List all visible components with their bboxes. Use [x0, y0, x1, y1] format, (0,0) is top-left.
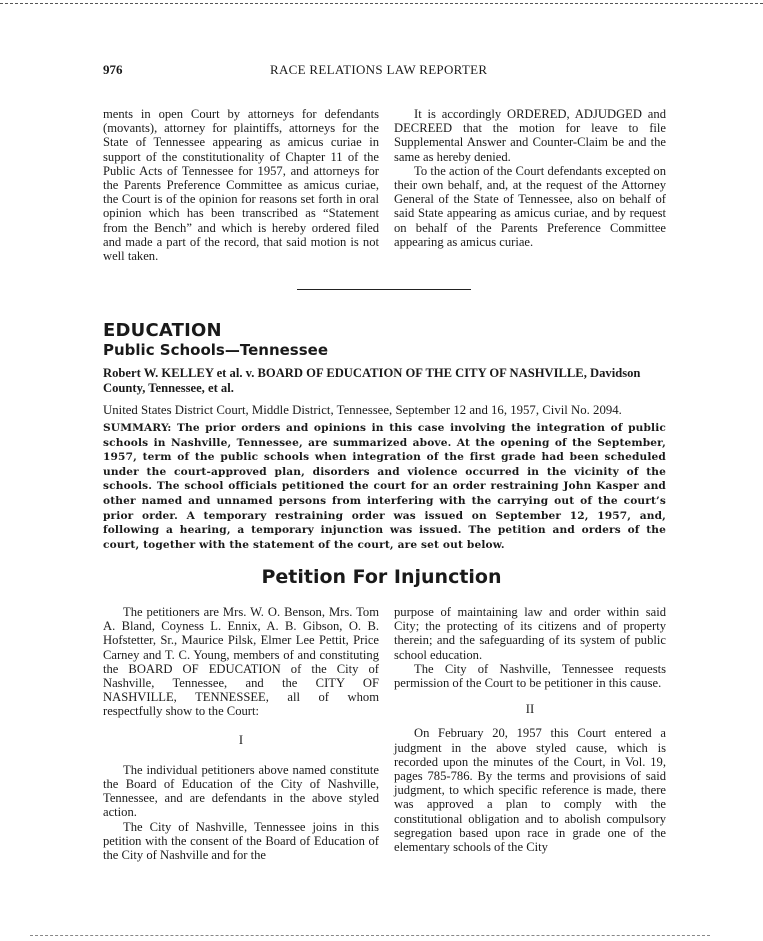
section-subtitle: Public Schools—Tennessee	[103, 341, 329, 359]
scan-bottom-border	[30, 935, 710, 936]
case-caption: Robert W. KELLEY et al. v. BOARD OF EDUCATION OF THE CITY OF NASHVILLE, Davidson County, Tennessee, et al.	[103, 366, 641, 395]
section-title: EDUCATION	[103, 320, 222, 341]
running-head: RACE RELATIONS LAW REPORTER	[270, 62, 488, 77]
case-summary: SUMMARY: The prior orders and opinions in this case involving the integration of public schools in Nashville, Tennessee, are summarized above. At the opening of the September, 1957, term of the public schools when integration of the first grade had been scheduled under the court-approved plan, disorders and violence occurred in the vicinity of the schools. The school officials petitioned the court for an order restraining John Kasper and other named and unnamed persons from interfering with the carrying out of the court’s prior order. A temporary restraining order was issued on September 12, 1957, and, following a hearing, a temporary injunction was issued. The petition and orders of the court, together with the statement of the court, are set out below.	[103, 422, 666, 551]
petition-paragraph-3: purpose of maintaining law and order within said City; the protecting of its citizens and of property therein; and the safeguarding of its system of public school education.	[394, 605, 666, 662]
top-right-column	[394, 107, 666, 249]
petition-paragraph-1: The individual petitioners above named constitute the Board of Education of the City of Nashville, Tennessee, and are defendants in the above styled action.	[103, 762, 379, 820]
page-number: 976	[103, 62, 123, 77]
heading-roman-2: II	[525, 702, 535, 717]
scan-top-border	[0, 3, 763, 4]
heading-roman-1: I	[238, 732, 244, 747]
order-paragraph: It is accordingly ORDERED, ADJUDGED and DECREED that the motion for leave to file Supplemental Answer and Counter-Claim be and the same as hereby denied.	[394, 107, 666, 164]
top-left-column	[103, 107, 379, 263]
section-divider	[297, 289, 471, 290]
court-line: United States District Court, Middle District, Tennessee, September 12 and 16, 1957, Civil No. 2094.	[103, 403, 622, 417]
top-left-paragraph: ments in open Court by attorneys for defendants (movants), attorney for plaintiffs, attorneys for the State of Tennessee appearing as amicus curiae in support of the constitutionality of Chapter 11 of the Public Acts of Tennessee for 1957, and attorneys for the Parents Preference Committee as amicus curiae, the Court is of the opinion for reasons set forth in oral opinion which has been transcribed as “Statement from the Bench” and which is hereby ordered filed and made a part of the record, that said motion is not well taken.	[103, 107, 379, 264]
bottom-right-column	[394, 605, 666, 854]
petition-intro: The petitioners are Mrs. W. O. Benson, Mrs. Tom A. Bland, Coyness L. Ennix, A. B. Gibson, O. B. Hofstetter, Sr., Maurice Pilsk, Elmer Lee Pettit, Price Carney and T. C. Young, members of and constituting the BOARD OF EDUCATION of the City of Nashville, Tennessee, and the CITY OF NASHVILLE, TENNESSEE, all of whom respectfully show to the Court:	[103, 605, 379, 719]
bottom-left-column	[103, 605, 379, 862]
exception-paragraph: To the action of the Court defendants excepted on their own behalf, and, at the request of the Attorney General of the State of Tennessee, also on behalf of said State appearing as amicus curiae, and by request on behalf of the Parents Preference Committee appearing as amicus curiae.	[394, 163, 666, 249]
petition-paragraph-2: The City of Nashville, Tennessee joins in this petition with the consent of the Board of Education of the City of Nashville and for the	[103, 819, 379, 863]
petition-paragraph-5: On February 20, 1957 this Court entered a judgment in the above styled cause, which is recorded upon the minutes of the Court, in Vol. 19, pages 785-786. By the terms and provisions of said judgment, to which specific reference is made, there was approved a plan to comply with the constitutional obligation and to abolish compulsory segregation based upon race in grade one of the elementary schools of the City	[394, 726, 666, 855]
document-title: Petition For Injunction	[261, 566, 502, 588]
petition-paragraph-4: The City of Nashville, Tennessee requests permission of the Court to be petitioner in this cause.	[394, 661, 666, 691]
